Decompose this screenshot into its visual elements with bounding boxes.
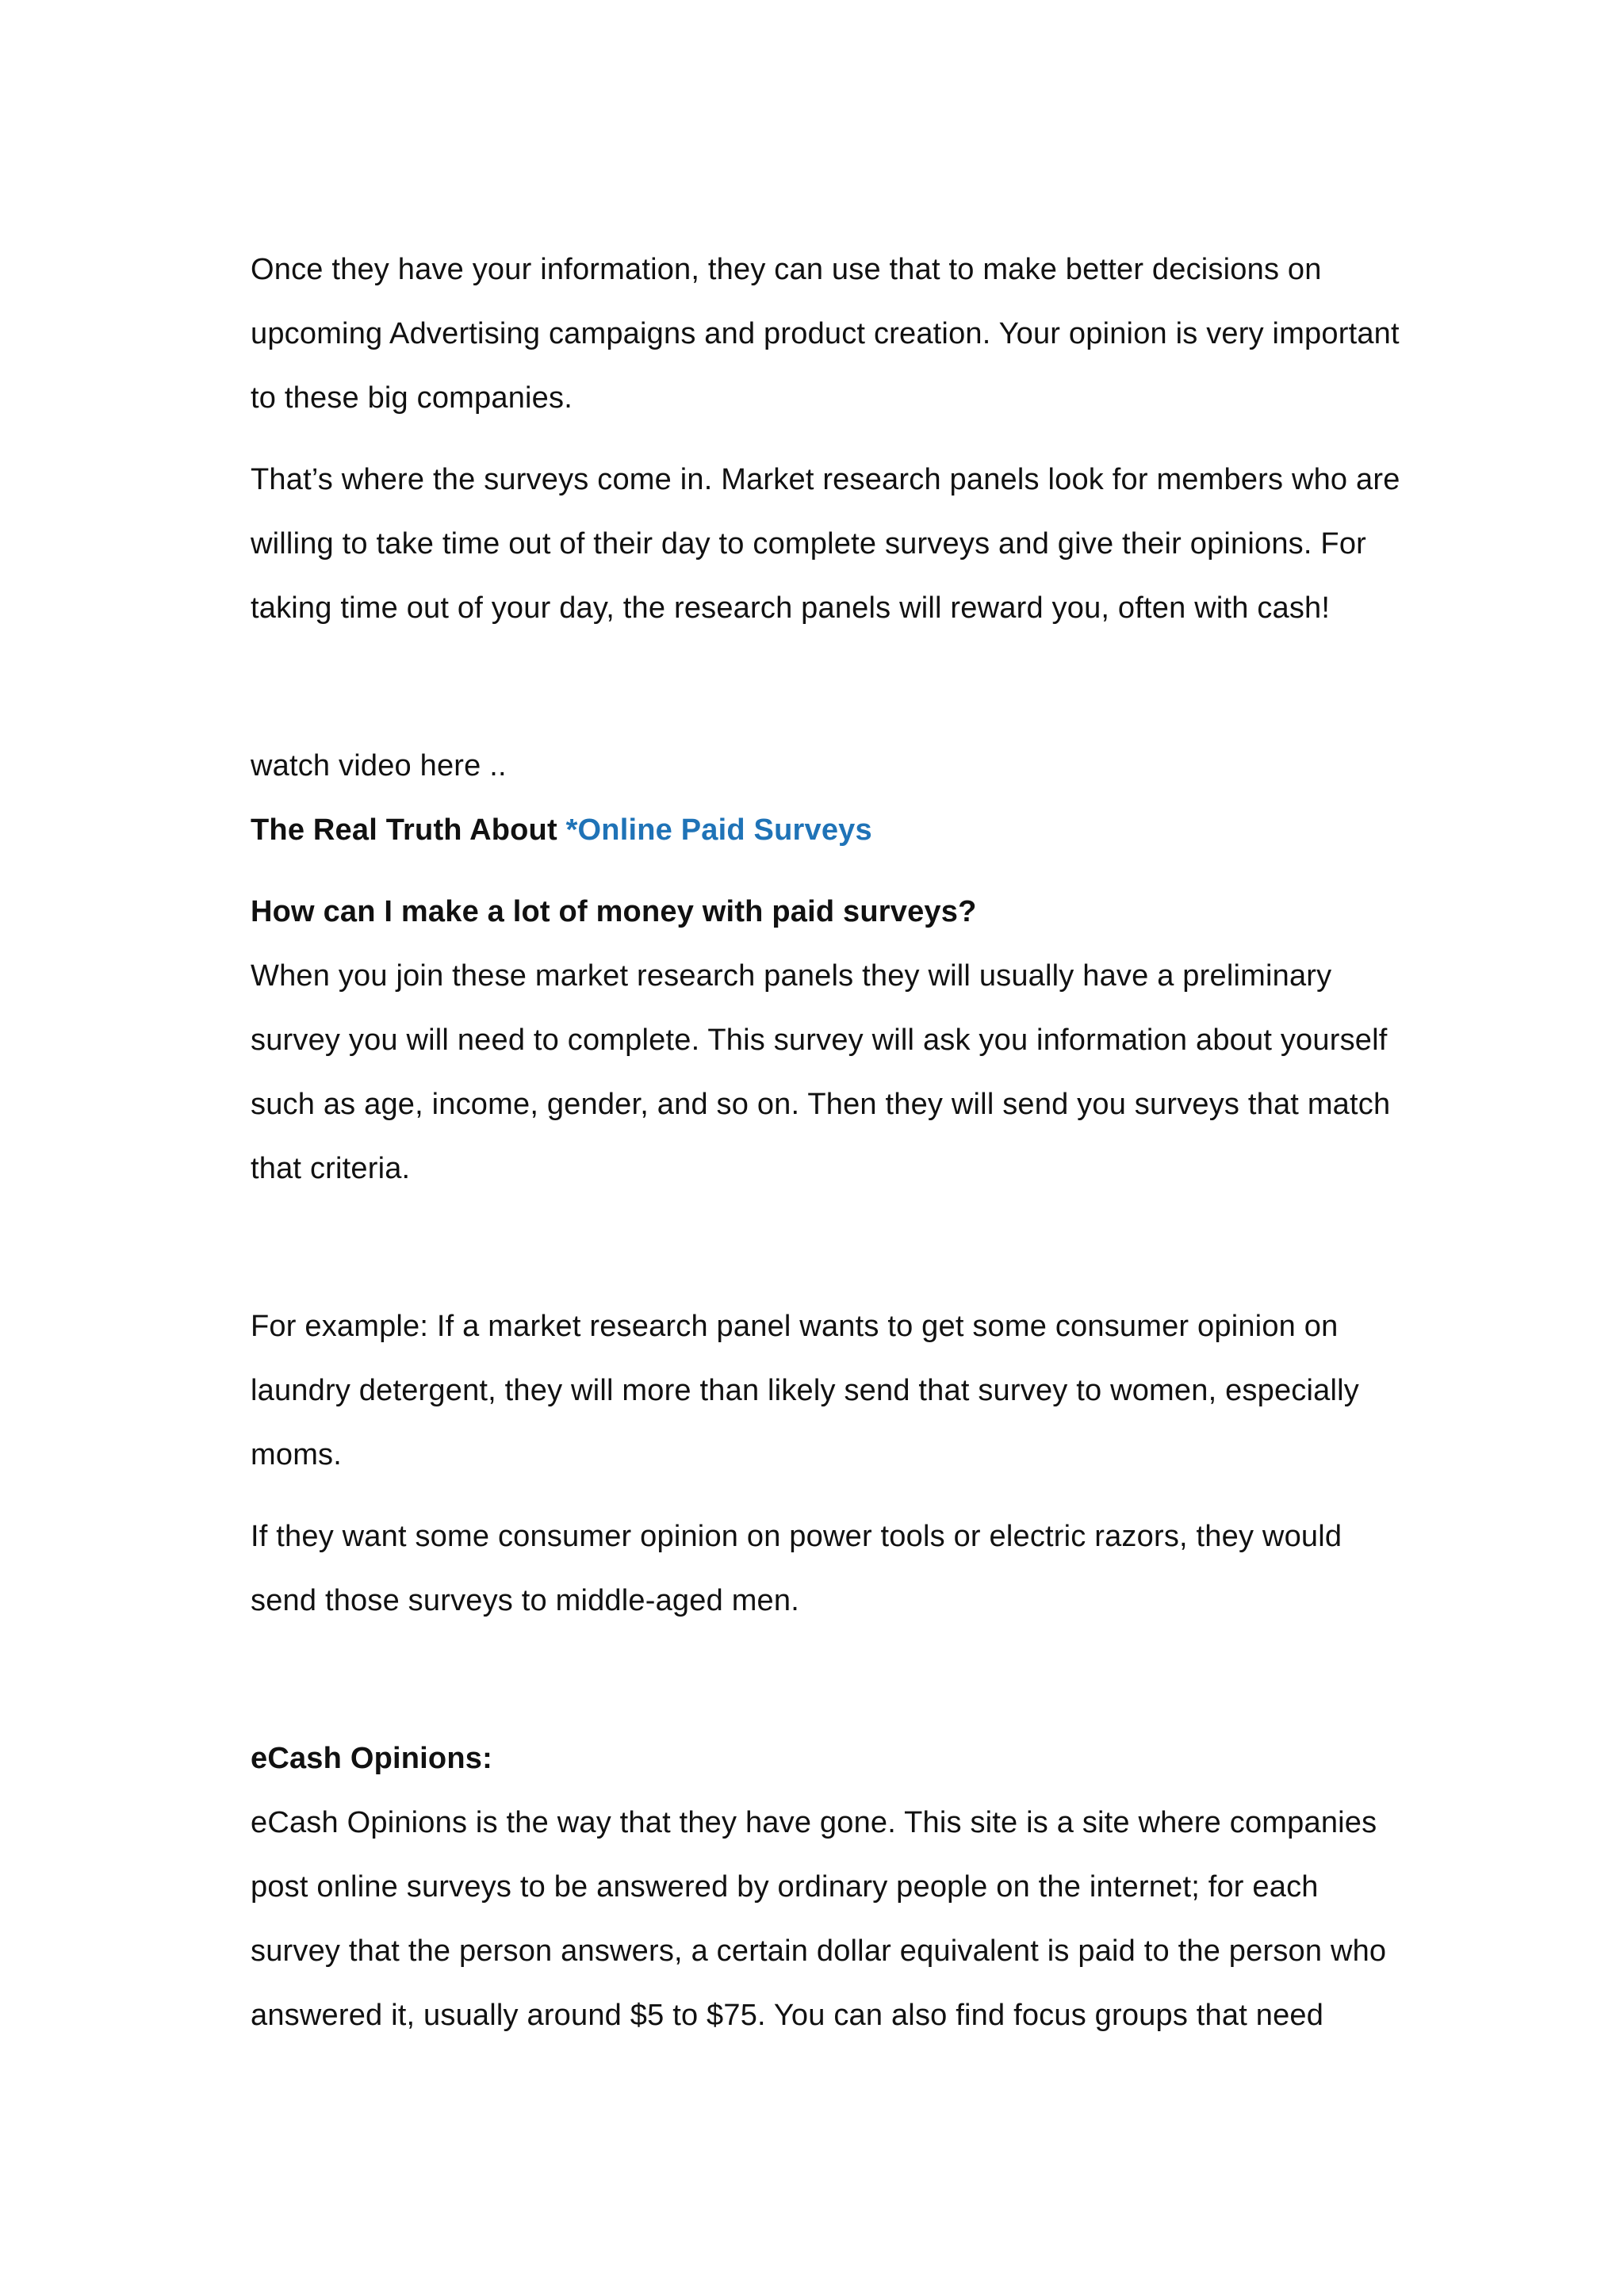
paragraph-power-tools: If they want some consumer opinion on power tools or electric razors, they would send those surveys to middle-aged men. <box>251 1520 1342 1617</box>
paragraph-example-detergent: For example: If a market research panel wants to get some consumer opinion on laundry detergent, they will more than likely send that survey to women, especially moms. <box>251 1310 1359 1471</box>
paragraph-ecash-opinions: eCash Opinions is the way that they have gone. This site is a site where companies post online surveys to be answered by ordinary people on the internet; for each survey that the person answers, a certain dollar equivalent is paid to the person who answered it, usually around $5 to $75. You can also find focus groups that need <box>251 1806 1387 2032</box>
paragraph-information-use: Once they have your information, they can use that to make better decisions on upcoming Advertising campaigns and product creation. Your opinion is very important to these big companies. <box>251 253 1400 415</box>
online-paid-surveys-link[interactable]: *Online Paid Surveys <box>565 813 872 847</box>
document-content <box>251 238 1408 2048</box>
real-truth-prefix: The Real Truth About <box>251 813 566 847</box>
watch-video-text: watch video here .. <box>251 749 507 783</box>
ecash-heading: eCash Opinions: <box>251 1742 492 1775</box>
paragraph-surveys-come-in: That’s where the surveys come in. Market research panels look for members who are willing to take time out of their day to complete surveys and give their opinions. For taking time out of your day, the research panels will reward you, often with cash! <box>251 463 1400 625</box>
paragraph-preliminary-survey: When you join these market research panels they will usually have a preliminary survey you will need to complete. This survey will ask you information about yourself such as age, income, gender, and so on. Then they will send you surveys that match that criteria. <box>251 959 1391 1185</box>
question-heading: How can I make a lot of money with paid surveys? <box>251 895 977 928</box>
real-truth-heading <box>251 798 1408 863</box>
